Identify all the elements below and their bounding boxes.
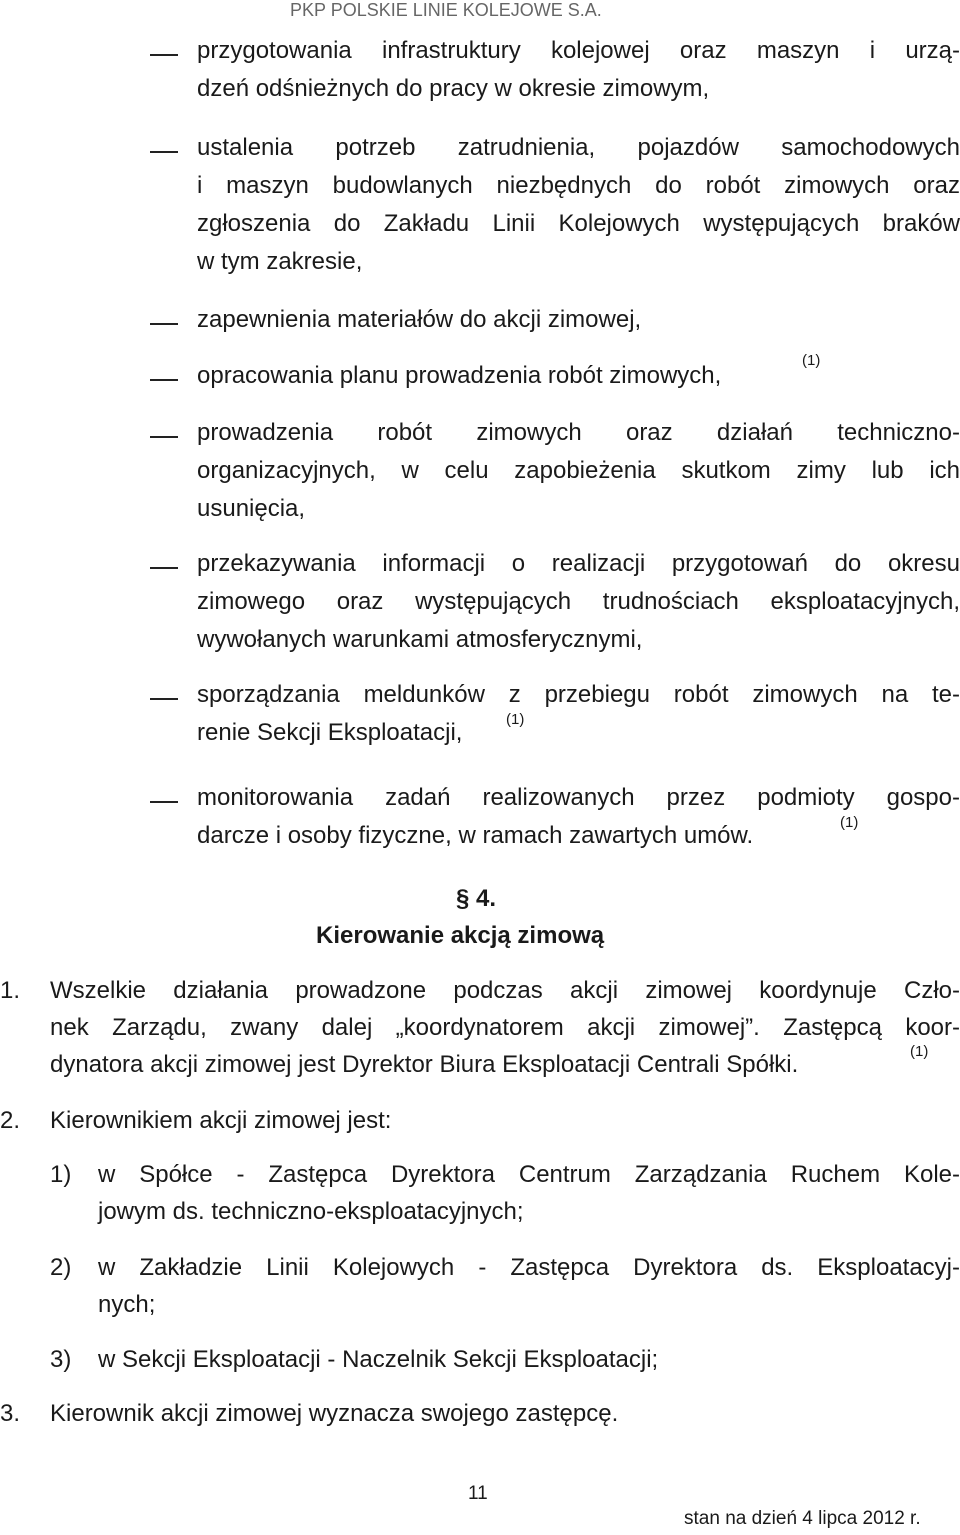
list-item-text: opracowania planu prowadzenia robót zimowych, bbox=[197, 362, 722, 389]
list-item-line: organizacyjnych, w celu zapobieżenia skutkom zimy lub ich bbox=[197, 457, 960, 484]
subitem-number: 3) bbox=[50, 1346, 72, 1373]
paragraph-number: 1. bbox=[0, 977, 21, 1004]
paragraph-number: 3. bbox=[0, 1400, 21, 1427]
list-item-line: monitorowania zadań realizowanych przez podmioty gospo- bbox=[197, 784, 960, 811]
list-item-line: ustalenia potrzeb zatrudnienia, pojazdów samochodowych bbox=[197, 134, 960, 161]
subitem-line: w Spółce - Zastępca Dyrektora Centrum Zarządzania Ruchem Kole- bbox=[98, 1161, 960, 1188]
dash-bullet bbox=[150, 567, 178, 569]
paragraph-line: Kierownik akcji zimowej wyznacza swojego zastępcę. bbox=[50, 1400, 619, 1427]
list-item-line bbox=[197, 363, 960, 389]
dash-bullet bbox=[150, 323, 178, 325]
list-item-line: darcze i osoby fizyczne, w ramach zawartych umów. bbox=[197, 822, 754, 849]
page-header: PKP POLSKIE LINIE KOLEJOWE S.A. bbox=[290, 0, 602, 20]
list-item-line: przekazywania informacji o realizacji przygotowań do okresu bbox=[197, 550, 960, 577]
section-number: § 4. bbox=[456, 885, 497, 912]
subitem-number: 1) bbox=[50, 1161, 72, 1188]
footnote-ref: (1) bbox=[910, 1043, 929, 1060]
paragraph-number: 2. bbox=[0, 1107, 21, 1134]
page-number: 11 bbox=[468, 1483, 488, 1504]
subitem-number: 2) bbox=[50, 1254, 72, 1281]
dash-bullet bbox=[150, 698, 178, 700]
list-item-line: przygotowania infrastruktury kolejowej oraz maszyn i urzą- bbox=[197, 37, 960, 64]
list-item-line: dzeń odśnieżnych do pracy w okresie zimowym, bbox=[197, 75, 710, 102]
list-item-line: usunięcia, bbox=[197, 495, 306, 522]
dash-bullet bbox=[150, 436, 178, 438]
footnote-ref: (1) bbox=[802, 352, 821, 369]
footnote-ref: (1) bbox=[506, 711, 525, 728]
subitem-line: jowym ds. techniczno-eksploatacyjnych; bbox=[98, 1198, 524, 1225]
footnote-ref: (1) bbox=[840, 814, 859, 831]
subitem-line: w Zakładzie Linii Kolejowych - Zastępca Dyrektora ds. Eksploatacyj- bbox=[98, 1254, 960, 1281]
subitem-line: nych; bbox=[98, 1291, 156, 1318]
list-item-line: zapewnienia materiałów do akcji zimowej, bbox=[197, 306, 642, 333]
subitem-line: w Sekcji Eksploatacji - Naczelnik Sekcji Eksploatacji; bbox=[98, 1346, 659, 1373]
paragraph-line: dynatora akcji zimowej jest Dyrektor Biura Eksploatacji Centrali Spółki. bbox=[50, 1051, 799, 1078]
dash-bullet bbox=[150, 151, 178, 153]
list-item-line: i maszyn budowlanych niezbędnych do robót zimowych oraz bbox=[197, 172, 960, 199]
footer-date: stan na dzień 4 lipca 2012 r. bbox=[684, 1508, 921, 1529]
list-item-line: zimowego oraz występujących trudnościach eksploatacyjnych, bbox=[197, 588, 960, 615]
list-item-line: wywołanych warunkami atmosferycznymi, bbox=[197, 626, 643, 653]
paragraph-line: Wszelkie działania prowadzone podczas akcji zimowej koordynuje Czło- bbox=[50, 977, 960, 1004]
list-item-line: renie Sekcji Eksploatacji, bbox=[197, 719, 463, 746]
paragraph-line: nek Zarządu, zwany dalej „koordynatorem akcji zimowej”. Zastępcą koor- bbox=[50, 1014, 960, 1041]
paragraph-line: Kierownikiem akcji zimowej jest: bbox=[50, 1107, 392, 1134]
list-item-line: prowadzenia robót zimowych oraz działań techniczno- bbox=[197, 419, 960, 446]
list-item-line: sporządzania meldunków z przebiegu robót zimowych na te- bbox=[197, 681, 960, 708]
list-item-line: w tym zakresie, bbox=[197, 248, 363, 275]
list-item-line: zgłoszenia do Zakładu Linii Kolejowych występujących braków bbox=[197, 210, 960, 237]
section-title: Kierowanie akcją zimową bbox=[316, 922, 605, 949]
dash-bullet bbox=[150, 379, 178, 381]
dash-bullet bbox=[150, 801, 178, 803]
dash-bullet bbox=[150, 54, 178, 56]
